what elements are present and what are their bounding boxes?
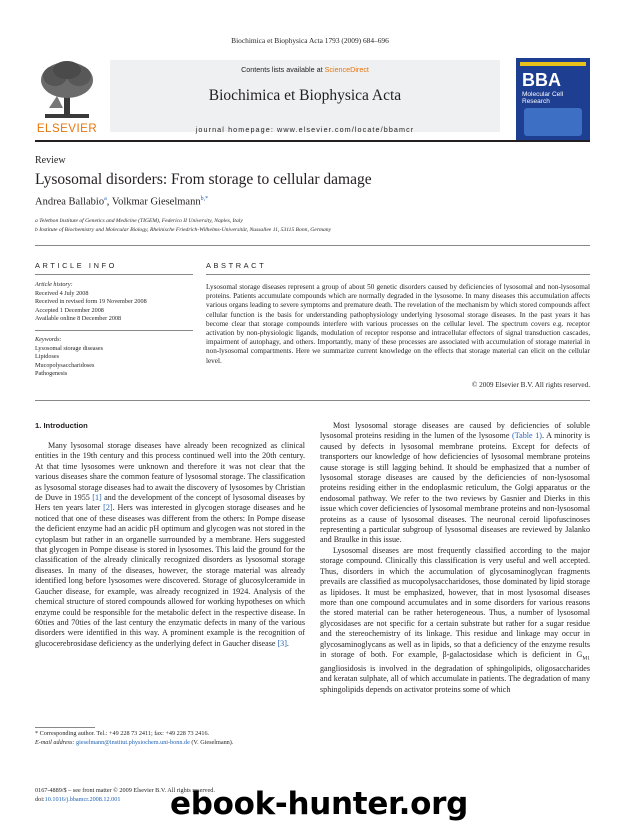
contents-line (110, 65, 500, 74)
contents-prefix: Contents lists available at (241, 65, 325, 74)
copyright: © 2009 Elsevier B.V. All rights reserved. (471, 381, 590, 389)
body-column-left (35, 421, 305, 649)
cover-stripe (520, 62, 586, 66)
divider (35, 330, 193, 331)
text-run: . A minority is caused by defects in lysosomal membrane proteins. Except for defects of transporters our knowledge of how deficiencies of lysosomal membrane proteins cause storage is still lagging behind. It should be emphasized that a number of lysosomal storage diseases are caused by the deficiencies of non-lysosomal proteins residing either in the endoplasmic reticulum, the Golgi apparatus or the endosomal pathway. We refer to the two reviews by Gasnier and Dierks in this issue which cover deficiencies of lysosomal membrane proteins and non-lysosomal proteins as a cause of lysosomal diseases. The neuronal ceroid lipofuscinoses representing a particular subgroup of lysosomal diseases are reviewed by Jalanko and Braulke in this issue. (320, 431, 590, 545)
text-run: and the development of the concept of lysosomal diseases by Hers ten years later (35, 493, 306, 513)
cover-title: BBA (522, 70, 561, 90)
text-run: Most lysosomal storage diseases are caused by deficiencies of soluble lysosomal proteins residing in the lumen of the lysosome (320, 421, 590, 441)
journal-homepage[interactable]: journal homepage: www.elsevier.com/locate/bbamcr (195, 125, 415, 134)
watermark: ebook-hunter.org (170, 786, 468, 822)
keyword: Mucopolysaccharidoses (35, 361, 95, 369)
citation-link[interactable]: [3] (277, 638, 287, 648)
affiliation-b: b Institute of Biochemistry and Molecular Biology, Rheinische Friedrich-Wilhelms-Universität, Nussallee 11, 53115 Bonn, Germany (35, 227, 332, 233)
citation-link[interactable]: [1] (92, 493, 102, 503)
author-name: Andrea Ballabio (35, 196, 105, 208)
email-link[interactable]: gieselmann@institut.physiochem.uni-bonn.de (76, 738, 190, 746)
text-run: Many lysosomal storage diseases have already been recognized as clinical entities in the 19th century and this process continued well into the 20th century. At that time lysosomes were unknown and therefore it was not clear that the various diseases share the common feature of lysosomal storage. The classification as lysosomal storage diseases had to await the discovery of lysosomes by Christian de Duve in 1955 (35, 441, 305, 503)
journal-name: Biochimica et Biophysica Acta (208, 87, 402, 104)
text-run: gangliosidosis is involved in the degradation of sphingolipids, oligosaccharides and keratan sulphate, all of which accumulate in patients. The degradation of many sphingolipids depends on activator proteins some of which (320, 663, 590, 694)
text-run: Lysosomal diseases are most frequently classified according to the major storage compound. Clinically this classification is very useful and well accepted. Thus, disorders in which the accumulation of glycosaminoglycan fragments prevails are classified as mucopolysaccharidoses, those dominated by lipid storage as lipidoses. It must be emphasized, however, that in most lysosomal diseases more than one compound accumulates and in some disorders for various reasons the stored material can be rather heterogeneous. Thus, a number of lysosomal glycosidases are not specific for a certain substrate but rather for a sugar residue and the stereochemistry of its linkage. This residue and linkage may occur in glycosaminoglycans as well as in lipids, so that a deficiency of the enzyme results in storage of both. For example, β-galactosidase which is deficient in G (320, 545, 590, 659)
header-rule (35, 140, 590, 142)
affiliation-a: a Telethon Institute of Genetics and Medicine (TIGEM), Federico II University, Naples, Italy (35, 218, 243, 224)
article-history (35, 281, 195, 324)
sciencedirect-link[interactable]: ScienceDirect (324, 65, 369, 74)
abstract-text: Lysosomal storage diseases represent a group of about 50 genetic disorders caused by deficiencies of lysosomal and non-lysosomal proteins. Patients accumulate compounds which are normally degraded in the lysosome. In many diseases this accumulation affects various organs leading to severe symptoms and premature death. The revelation of the mechanism by which stored compounds affect cellular function is the basis for understanding pathophysiology underlying lysosomal storage diseases. In the past years it has become clear that storage compounds interfere with various processes on the cellular level. The spectrum covers e.g. receptor activation by non-physiologic ligands, modulation of receptor response and intracellular effectors of signal transduction cascades, impairment of autophagy, and others. Importantly, many of these processes are associated with accumulation of storage material in non-lysosomal compartments. Here we summarize current knowledge on the effects that storage material can elicit on the cellular level. (206, 283, 590, 365)
cover-subtitle-line1: Molecular Cell (522, 91, 564, 98)
elsevier-wordmark: ELSEVIER (36, 123, 98, 135)
footnote (35, 730, 305, 747)
email-suffix: (V. Gieselmann). (189, 738, 234, 746)
keyword: Lipidoses (35, 353, 60, 360)
paragraph (320, 546, 590, 695)
cover-subtitle-line2: Research (522, 98, 550, 105)
section-heading: 1. Introduction (35, 421, 88, 430)
article-info-heading: ARTICLE INFO (35, 261, 117, 270)
history-revised: Received in revised form 19 November 2008 (35, 298, 147, 305)
text-run: . Hers was interested in glycogen storage diseases and he noticed that one of these diseases was different from the others: In Pompe disease the deficient enzyme had an acidic pH optimum and glycogen was not stored in the cytoplasm but rather in an organelle surrounded by a membrane. Hers suggested that glycogen in Pompe disease is stored in lysosomes. This laid the ground for the classification of the already clinically recognized disorders as lysosomal storage diseases. In many of the diseases, however, the storage material was already identified long before lysosomes were discovered. Storage of glucosylceramide in Gaucher disease, for example, was already recognized in 1924. Analysis of the chemical structure of stored compounds allowed for working hypotheses on which enzyme could be responsible for the metabolic defect in the respective disease. In 60ties and 70ties of the last century the enzymatic defects in many of the various disorders were identified in this way. A prominent example is the recognition of glucocerebrosidase deficiency as the underlying defect in Gaucher disease (35, 503, 306, 648)
doi-prefix: doi: (35, 795, 45, 803)
cover-subtitle (522, 91, 563, 105)
divider (206, 274, 590, 275)
history-label: Article history: (35, 281, 73, 288)
cover-graphic (524, 108, 582, 136)
email-line (35, 739, 305, 748)
keyword: Pathogenesis (35, 370, 68, 377)
author-affiliation-mark[interactable]: a (104, 196, 107, 202)
table-link[interactable]: (Table 1) (512, 431, 542, 441)
running-header: Biochimica et Biophysica Acta 1793 (2009) 684–696 (231, 36, 389, 45)
journal-cover-image (516, 58, 590, 140)
citation-link[interactable]: [2] (103, 503, 113, 513)
history-online: Available online 8 December 2008 (35, 315, 122, 322)
divider (35, 245, 590, 246)
body-column-right (320, 421, 590, 695)
keywords-label: Keywords: (35, 336, 62, 343)
divider (35, 274, 193, 275)
doi-link[interactable]: 10.1016/j.bbamcr.2008.12.001 (44, 795, 121, 803)
history-received: Received 4 July 2008 (35, 289, 89, 297)
author-list (35, 196, 208, 208)
author-affiliation-mark[interactable]: b,* (200, 196, 209, 202)
author-name: Volkmar Gieselmann (111, 196, 201, 208)
email-label: E-mail address: (35, 738, 77, 746)
article-type: Review (35, 155, 66, 166)
issn-line: 0167-4889/$ – see front matter © 2009 Elsevier B.V. All rights reserved. (35, 787, 215, 794)
keywords-block (35, 336, 195, 379)
keyword: Lysosomal storage diseases (35, 344, 104, 352)
corresponding-author: * Corresponding author. Tel.: +49 228 73 2411; fax: +49 228 73 2416. (35, 730, 210, 737)
text-run: . (286, 638, 289, 648)
divider (35, 400, 590, 401)
paragraph (35, 441, 305, 649)
article-title: Lysosomal disorders: From storage to cellular damage (35, 171, 372, 188)
history-accepted: Accepted 1 December 2008 (35, 306, 104, 314)
paragraph (320, 421, 590, 546)
footnote-rule (35, 727, 95, 728)
subscript: M1 (582, 655, 590, 662)
author-separator: , (106, 196, 112, 208)
abstract-heading: ABSTRACT (206, 261, 267, 270)
